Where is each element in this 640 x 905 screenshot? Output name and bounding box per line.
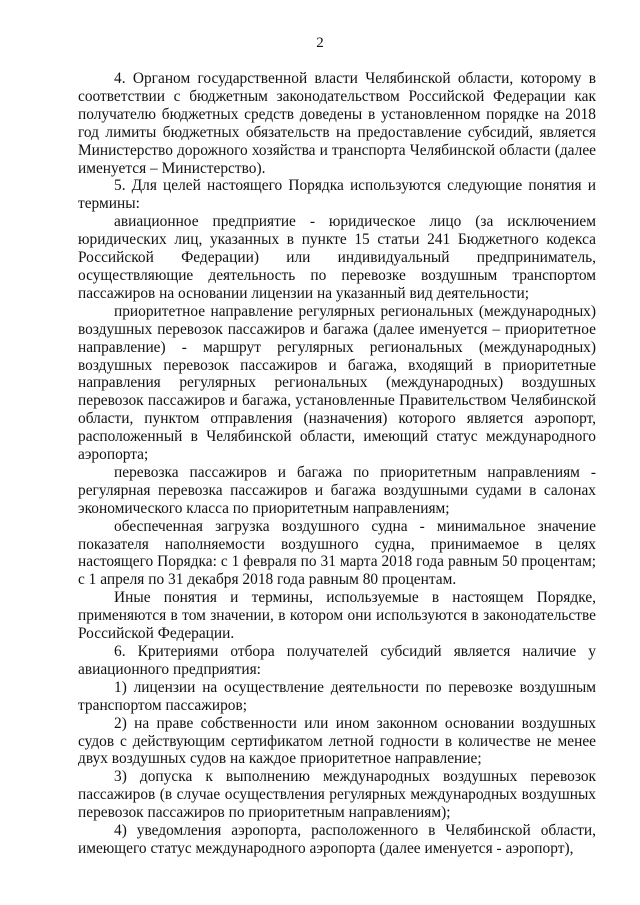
paragraph-item-5-terms-intro: 5. Для целей настоящего Порядка используются следующие понятия и термины:: [78, 177, 596, 213]
paragraph-item-4-authority: 4. Органом государственной власти Челябинской области, которому в соответствии с бюджетным законодательством Российской Федерации как получателю бюджетных средств доведены в установленном порядке на 2018 год лимиты бюджетных обязательств на предоставление субсидий, является Министерство дорожного хозяйства и транспорта Челябинской области (далее именуется – Министерство).: [78, 70, 596, 177]
definition-priority-direction: приоритетное направление регулярных региональных (международных) воздушных перевозок пассажиров и багажа (далее именуется – приоритетное направление) - маршрут регулярных региональных (международных) воздушных перевозок пассажиров и багажа, входящий в приоритетные направления регулярных региональных (международных) воздушных перевозок пассажиров и багажа, установленные Правительством Челябинской области, пунктом отправления (назначения) которого является аэропорт, расположенный в Челябинской области, имеющий статус международного аэропорта;: [78, 302, 596, 464]
criterion-2-aircraft: 2) на праве собственности или ином законном основании воздушных судов с действующим сертификатом летной годности в количестве не менее двух воздушных судов на каждое приоритетное направление;: [78, 714, 596, 768]
document-body: [78, 70, 596, 858]
page-number: 2: [316, 35, 324, 51]
paragraph-item-6-criteria: 6. Критериями отбора получателей субсидий является наличие у авиационного предприятия:: [78, 643, 596, 678]
criterion-4-airport-notice: 4) уведомления аэропорта, расположенного в Челябинской области, имеющего статус международного аэропорта (далее именуется - аэропорт),: [78, 822, 596, 857]
definition-guaranteed-load: обеспеченная загрузка воздушного судна - минимальное значение показателя наполняемости воздушного судна, принимаемое в целях настоящего Порядка: с 1 февраля по 31 марта 2018 года равным 50 процентам; с 1 апреля по 31 декабря 2018 года равным 80 процентам.: [78, 517, 596, 589]
definition-aviation-enterprise: авиационное предприятие - юридическое лицо (за исключением юридических лиц, указанных в пункте 15 статьи 241 Бюджетного кодекса Российской Федерации) или индивидуальный предприниматель, осуществляющие деятельность по перевозке воздушным транспортом пассажиров на основании лицензии на указанный вид деятельности;: [78, 213, 596, 302]
paragraph-other-terms: Иные понятия и термины, используемые в настоящем Порядке, применяются в том значении, в котором они используются в законодательстве Российской Федерации.: [78, 589, 596, 643]
definition-passenger-transport: перевозка пассажиров и багажа по приоритетным направлениям - регулярная перевозка пассажиров и багажа воздушными судами в салонах экономического класса по приоритетным направлениям;: [78, 463, 596, 517]
criterion-3-international-admission: 3) допуска к выполнению международных воздушных перевозок пассажиров (в случае осуществления регулярных международных воздушных перевозок пассажиров по приоритетным направлениям);: [78, 768, 596, 822]
criterion-1-license: 1) лицензии на осуществление деятельности по перевозке воздушным транспортом пассажиров;: [78, 678, 596, 714]
